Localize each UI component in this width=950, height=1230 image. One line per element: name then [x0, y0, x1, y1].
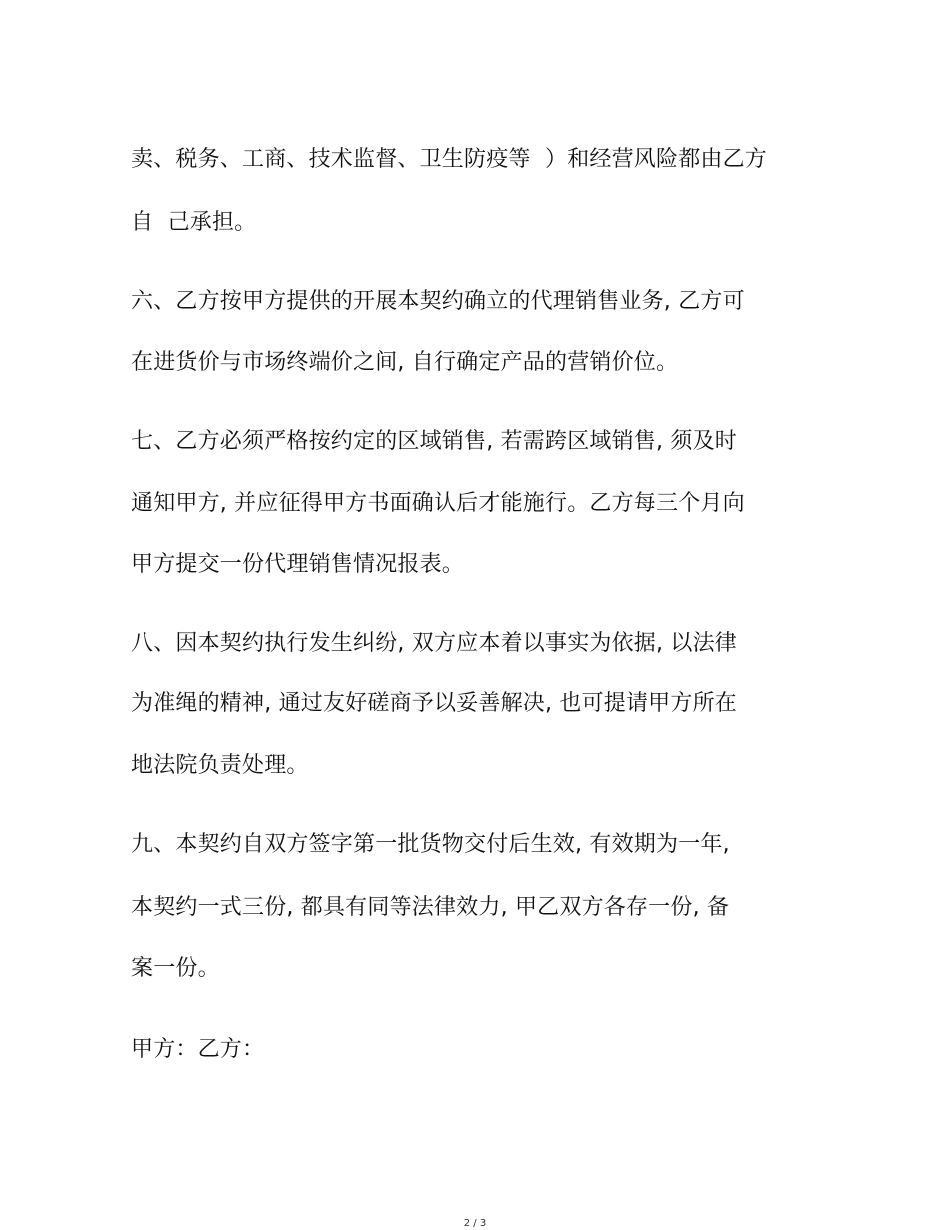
paragraph-6-line-1: 六、乙方按甲方提供的开展本契约确立的代理销售业务, 乙方可	[131, 289, 745, 314]
paragraph-7-line-3: 甲方提交一份代理销售情况报表。	[131, 552, 465, 577]
paragraph-5-line-1: 卖、税务、工商、技术监督、卫生防疫等 ）和经营风险都由乙方	[131, 147, 767, 172]
page-number: 2 / 3	[463, 1218, 487, 1229]
paragraph-9-line-1: 九、本契约自双方签字第一批货物交付后生效, 有效期为一年,	[131, 832, 730, 857]
paragraph-9-line-2: 本契约一式三份, 都具有同等法律效力, 甲乙双方各存一份, 备	[131, 895, 730, 920]
paragraph-7-line-2: 通知甲方, 并应征得甲方书面确认后才能施行。乙方每三个月向	[131, 491, 745, 516]
signature-parties-line: 甲方：乙方：	[131, 1037, 265, 1062]
paragraph-8-line-3: 地法院负责处理。	[131, 753, 309, 778]
paragraph-8-line-2: 为准绳的精神, 通过友好磋商予以妥善解决, 也可提请甲方所在	[131, 691, 737, 716]
paragraph-5-line-2: 自 己承担。	[131, 210, 257, 235]
paragraph-6-line-2: 在进货价与市场终端价之间, 自行确定产品的营销价位。	[131, 350, 679, 375]
paragraph-8-line-1: 八、因本契约执行发生纠纷, 双方应本着以事实为依据, 以法律	[131, 631, 737, 656]
paragraph-7-line-1: 七、乙方必须严格按约定的区域销售, 若需跨区域销售, 须及时	[131, 429, 737, 454]
paragraph-9-line-3: 案一份。	[131, 956, 220, 981]
